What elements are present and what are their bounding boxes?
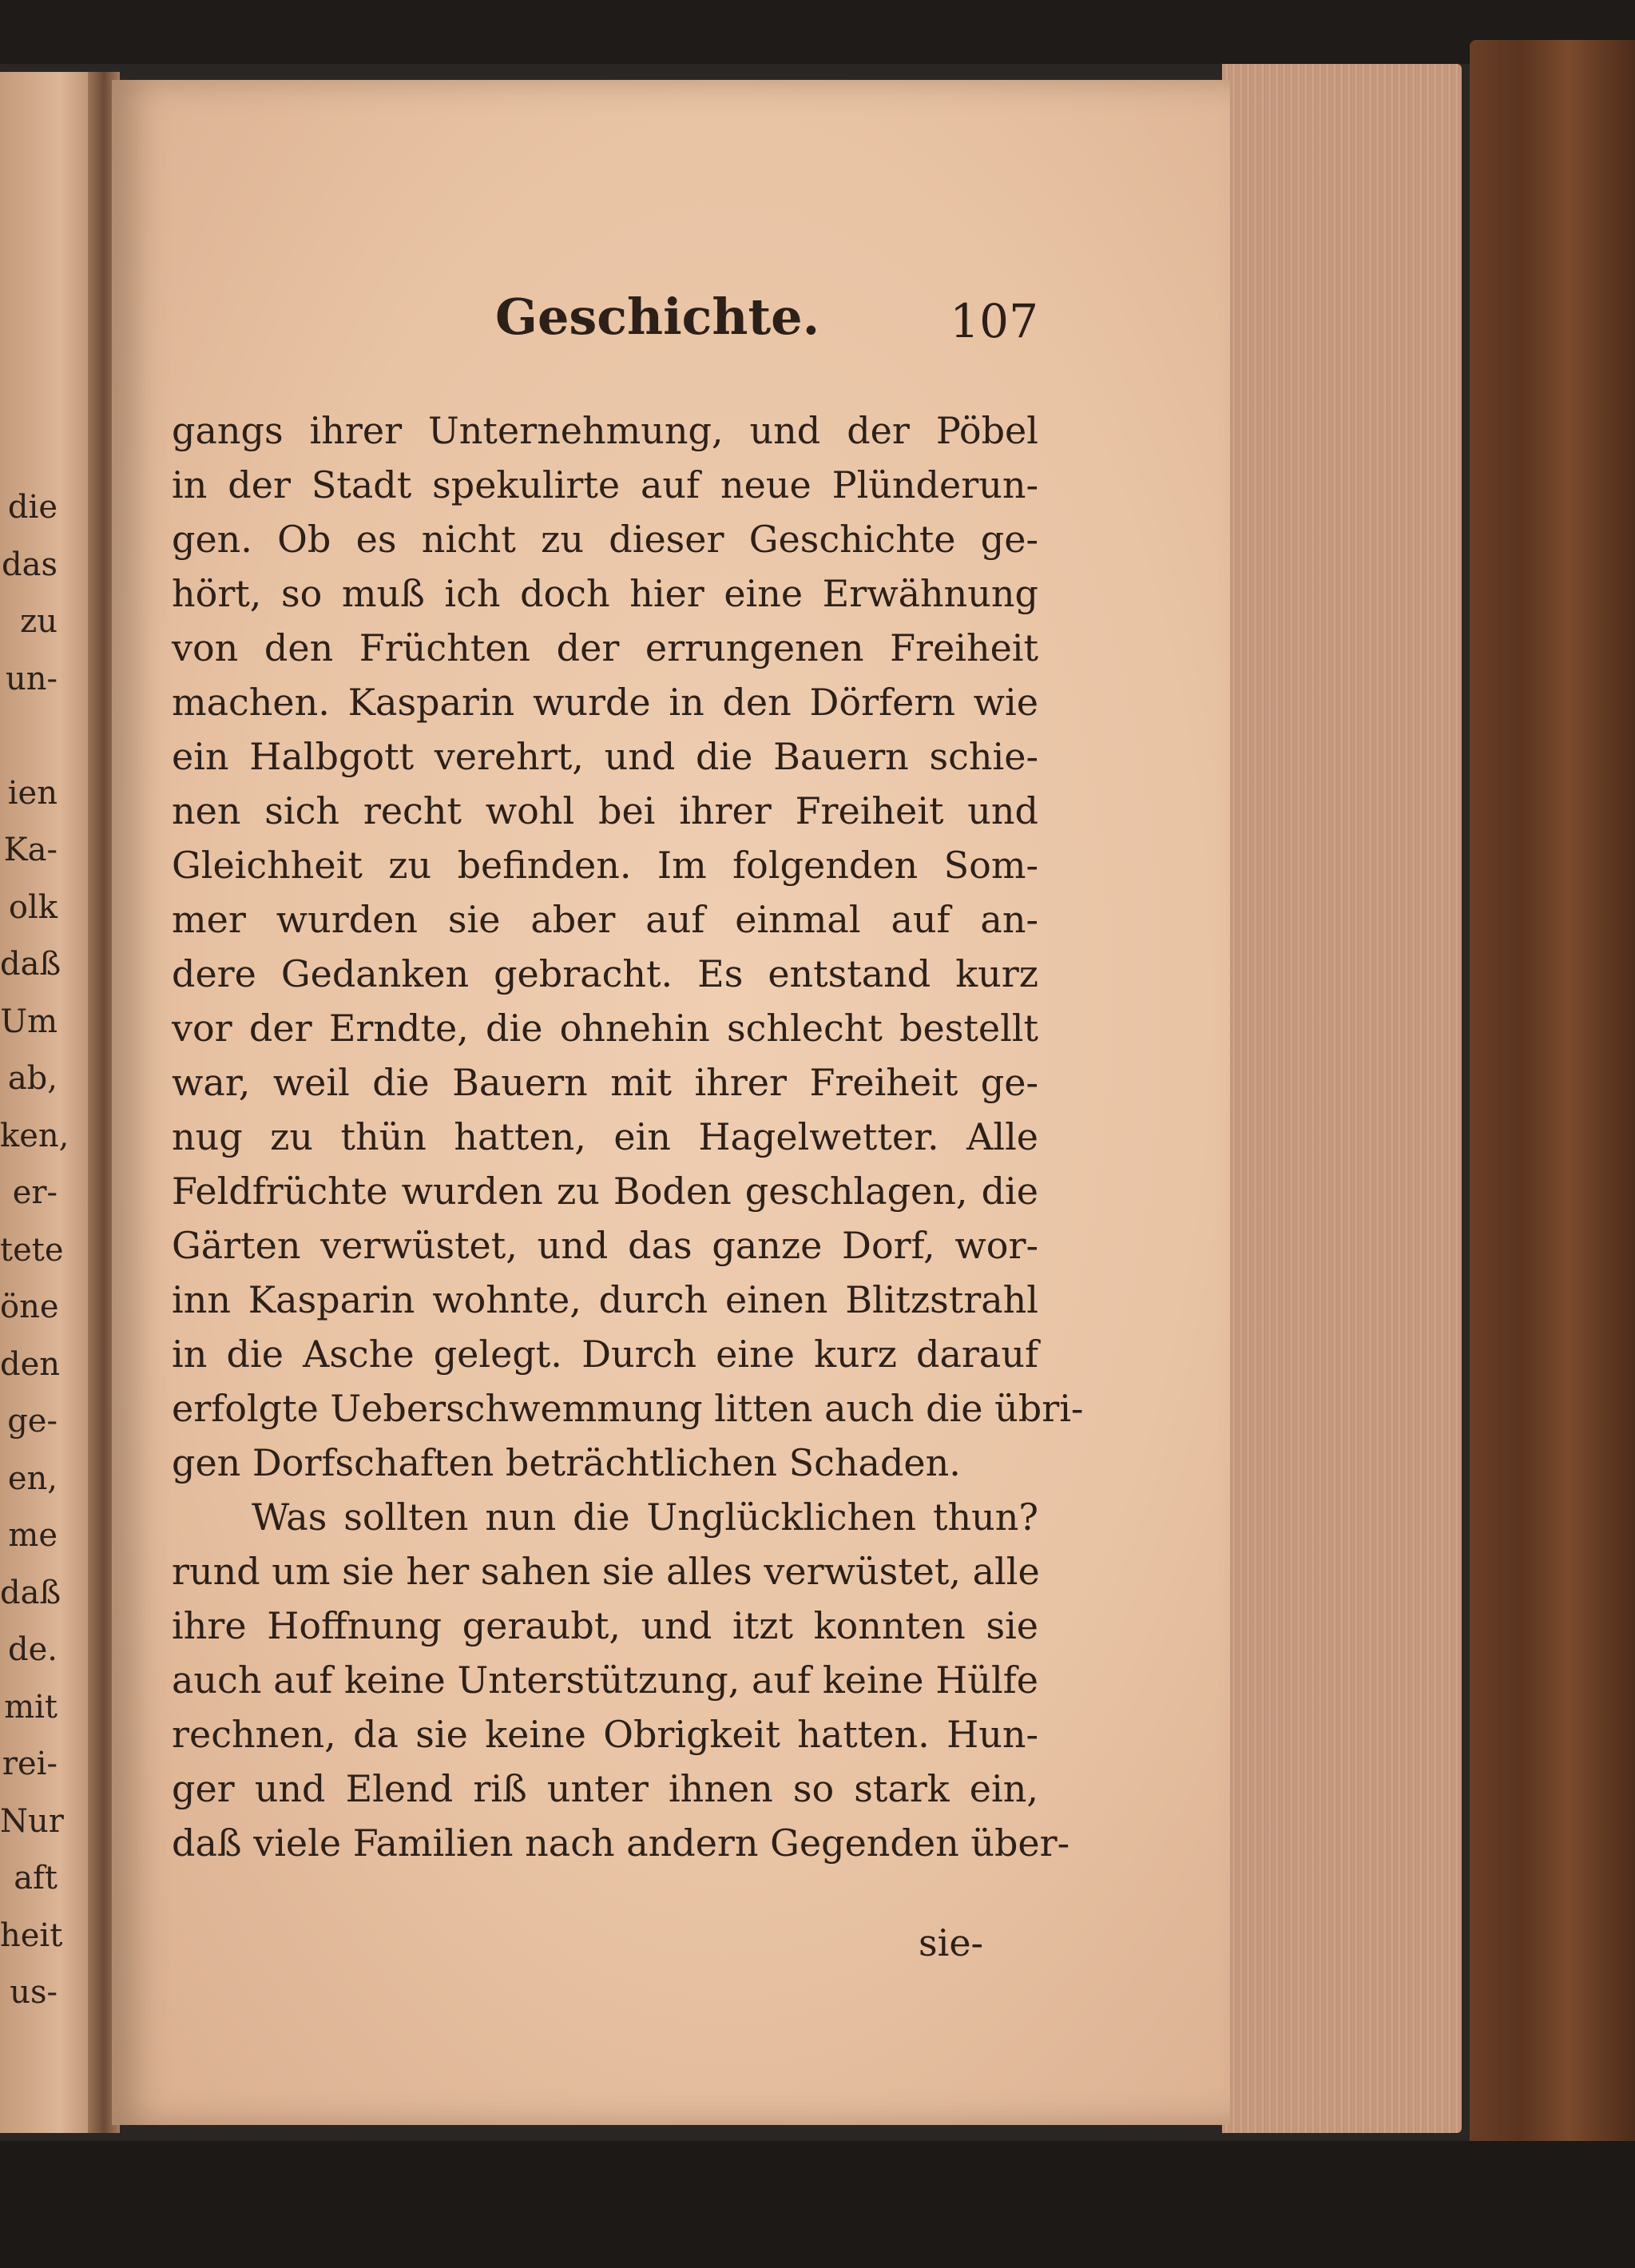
page-header	[495, 288, 1038, 352]
text-line: ger und Elend riß unter ihnen so stark ein,	[172, 1767, 1038, 1810]
text-line: gen Dorfschaften beträchtlichen Schaden.	[172, 1441, 961, 1484]
left-fragment: ken,	[0, 1117, 69, 1154]
text-line: gen. Ob es nicht zu dieser Geschichte ge-	[172, 518, 1038, 561]
text-line: in der Stadt spekulirte auf neue Plünderun-	[172, 463, 1038, 506]
left-page	[0, 72, 100, 2133]
left-fragment: Um	[0, 1003, 58, 1040]
text-line: mer wurden sie aber auf einmal auf an-	[172, 898, 1038, 941]
left-fragment: die	[7, 489, 58, 526]
text-line: gangs ihrer Unternehmung, und der Pöbel	[172, 409, 1038, 452]
text-line: nug zu thün hatten, ein Hagelwetter. Alle	[172, 1115, 1038, 1158]
left-fragment: den	[0, 1345, 61, 1383]
book-cover-board	[1470, 40, 1635, 2197]
background-bottom	[0, 2141, 1635, 2268]
text-line: daß viele Familien nach andern Gegenden über-	[172, 1821, 1070, 1865]
left-page-fragments	[0, 479, 69, 2022]
left-fragment: er-	[12, 1174, 58, 1211]
left-fragment: daß	[0, 1574, 62, 1611]
text-line: inn Kasparin wohnte, durch einen Blitzstrahl	[172, 1278, 1038, 1321]
left-fragment: tete	[0, 1231, 64, 1269]
left-fragment: ab,	[7, 1060, 58, 1097]
text-line: Gleichheit zu befinden. Im folgenden Som-	[172, 844, 1038, 887]
text-line: rund um sie her sahen sie alles verwüstet, alle	[172, 1550, 1040, 1593]
left-fragment: mit	[4, 1688, 58, 1726]
text-line: ein Halbgott verehrt, und die Bauern schie-	[172, 735, 1038, 778]
left-fragment: öne	[0, 1289, 59, 1325]
text-line: erfolgte Ueberschwemmung litten auch die übri-	[172, 1387, 1084, 1430]
text-line: in die Asche gelegt. Durch eine kurz darauf	[172, 1333, 1038, 1376]
left-fragment: olk	[8, 888, 58, 926]
text-line: hört, so muß ich doch hier eine Erwähnung	[172, 572, 1038, 615]
left-fragment: ge-	[7, 1403, 58, 1440]
text-line: Gärten verwüstet, und das ganze Dorf, wor-	[172, 1224, 1038, 1267]
left-fragment: ien	[7, 774, 58, 812]
background-top	[0, 0, 1635, 64]
left-fragment: aft	[14, 1860, 58, 1897]
left-fragment: das	[2, 546, 58, 583]
text-line: war, weil die Bauern mit ihrer Freiheit ge-	[172, 1061, 1038, 1104]
text-line: dere Gedanken gebracht. Es entstand kurz	[172, 952, 1038, 995]
catchword: sie-	[919, 1921, 984, 1964]
text-line: von den Früchten der errungenen Freiheit	[172, 626, 1038, 669]
text-line: machen. Kasparin wurde in den Dörfern wie	[172, 681, 1038, 724]
left-fragment: me	[8, 1517, 58, 1554]
left-fragment: daß	[0, 946, 62, 983]
left-fragment: de.	[8, 1631, 58, 1668]
text-line: rechnen, da sie keine Obrigkeit hatten. Hun-	[172, 1713, 1038, 1756]
left-fragment: Nur	[0, 1802, 64, 1840]
left-fragment: en,	[7, 1460, 58, 1497]
page-number: 107	[950, 294, 1038, 348]
text-line: Was sollten nun die Unglücklichen thun?	[252, 1495, 1038, 1539]
left-fragment: Ka-	[3, 832, 58, 868]
body-text	[172, 403, 1084, 1870]
text-line: Feldfrüchte wurden zu Boden geschlagen, die	[172, 1170, 1038, 1213]
left-fragment: un-	[5, 660, 58, 697]
left-fragment: zu	[20, 603, 58, 640]
text-line: nen sich recht wohl bei ihrer Freiheit und	[172, 789, 1038, 832]
left-fragment: rei-	[2, 1746, 58, 1782]
running-title: Geschichte.	[495, 288, 820, 346]
page-edges	[1222, 64, 1462, 2133]
text-line: ihre Hoffnung geraubt, und itzt konnten sie	[172, 1604, 1038, 1647]
text-line: auch auf keine Unterstützung, auf keine Hülfe	[172, 1658, 1038, 1702]
left-fragment: us-	[10, 1974, 58, 2011]
left-fragment: heit	[0, 1916, 63, 1954]
left-fragment	[0, 708, 58, 765]
text-line: vor der Erndte, die ohnehin schlecht bestellt	[172, 1007, 1038, 1050]
